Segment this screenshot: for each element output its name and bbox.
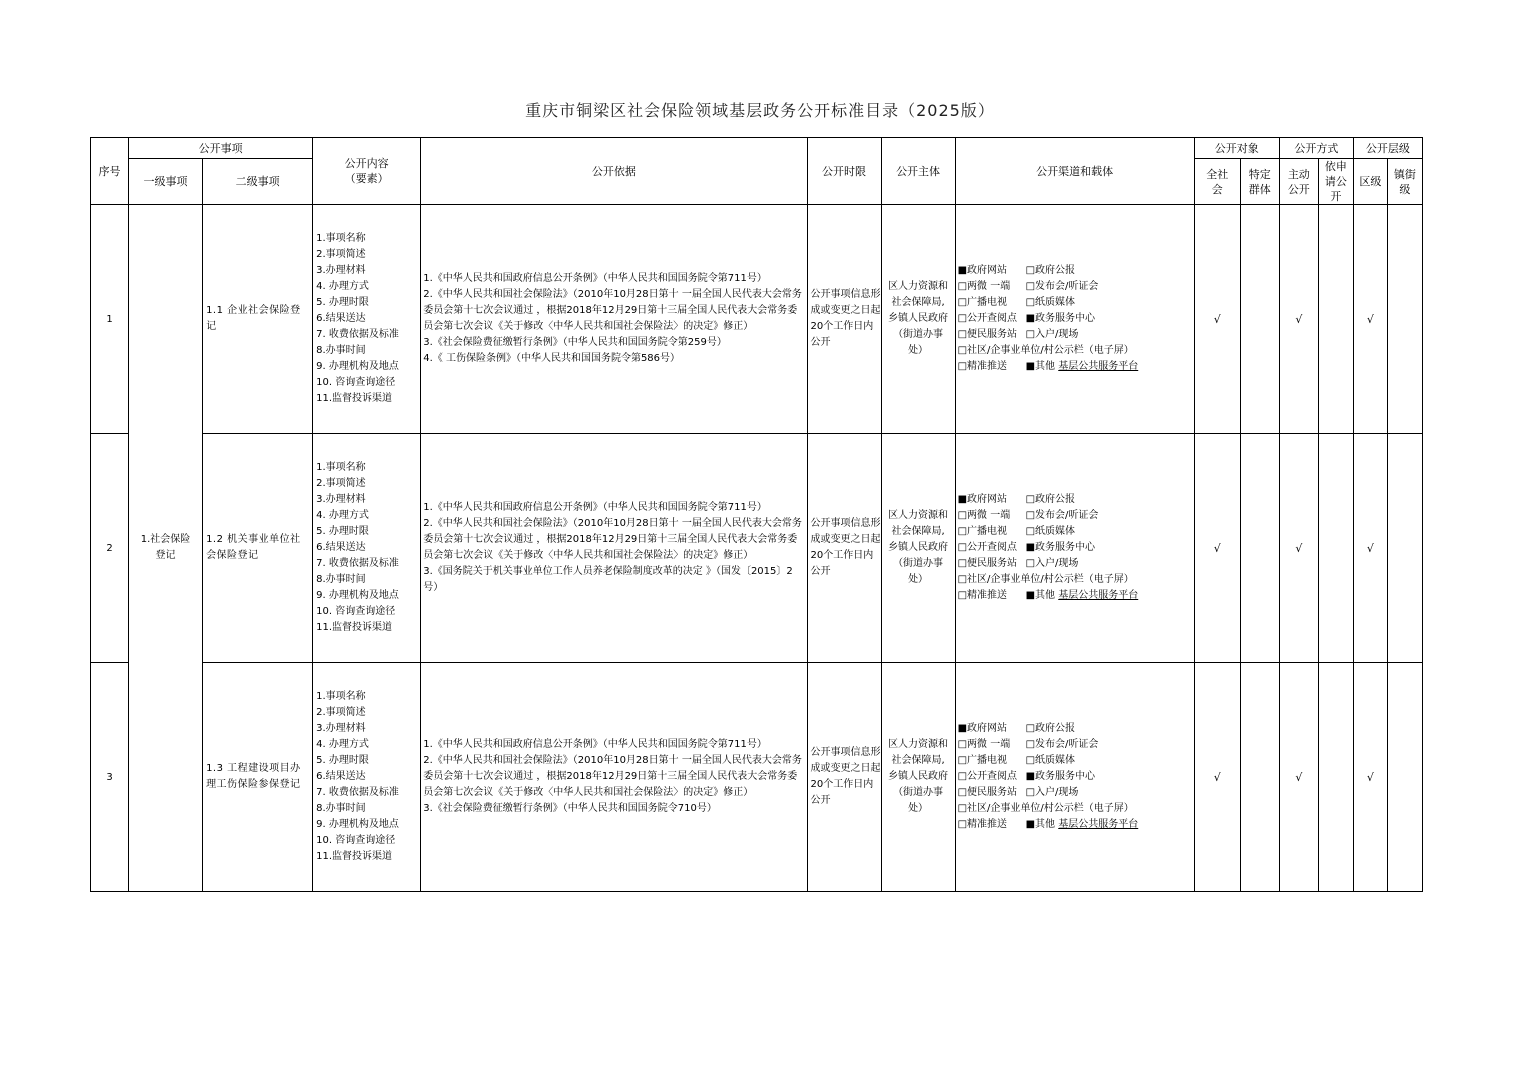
level-district-check: √	[1353, 663, 1387, 892]
channel-item: ■政务服务中心	[1025, 313, 1096, 324]
audience-specific-check	[1240, 663, 1279, 892]
header-level-district: 区级	[1353, 159, 1387, 205]
channel-item: ■政务服务中心	[1025, 771, 1096, 782]
method-request-check	[1318, 205, 1353, 434]
row-channels	[955, 434, 1194, 663]
table-row	[91, 205, 1423, 434]
header-deadline: 公开时限	[807, 138, 881, 205]
row-deadline: 公开事项信息形成或变更之日起20个工作日内公开	[807, 205, 881, 434]
header-basis: 公开依据	[421, 138, 807, 205]
header-level-town: 镇街级	[1387, 159, 1422, 205]
header-audience-all: 全社会	[1194, 159, 1240, 205]
header-method-active: 主动公开	[1279, 159, 1318, 205]
channel-item: □公开查阅点	[957, 771, 1018, 782]
basis-item: 2.《中华人民共和国社会保险法》（2010年10月28日第十 一届全国人民代表大会常务委员会第十七次会议通过 ，根据2018年12月29日第十三届全国人民代表大会常务委员会第七次会议《关于修改〈中华人民共和国社会保险法〉的决定》修正）	[423, 518, 802, 561]
basis-item: 3.《国务院关于机关事业单位工作人员养老保险制度改革的决定 》（国发〔2015〕2号）	[423, 566, 793, 593]
channel-other-value: 基层公共服务平台	[1058, 819, 1139, 830]
channel-item: □入户/现场	[1025, 329, 1079, 340]
row-seq: 2	[91, 434, 129, 663]
row-level2: 1.2 机关事业单位社会保险登记	[203, 434, 313, 663]
header-level2: 二级事项	[203, 159, 313, 205]
method-active-check: √	[1279, 663, 1318, 892]
channel-item: □便民服务站	[957, 787, 1018, 798]
level-town-check	[1387, 205, 1422, 434]
row-deadline: 公开事项信息形成或变更之日起20个工作日内公开	[807, 663, 881, 892]
channel-other-value: 基层公共服务平台	[1058, 590, 1139, 601]
channel-item: ■其他	[1025, 590, 1056, 601]
row-basis	[421, 205, 807, 434]
channel-item: □精准推送	[957, 590, 1008, 601]
audience-all-check: √	[1194, 205, 1240, 434]
channel-item: □纸质媒体	[1025, 526, 1076, 537]
row-subject: 区人力资源和社会保障局, 乡镇人民政府（街道办事处）	[881, 434, 955, 663]
method-active-check: √	[1279, 205, 1318, 434]
channel-item: ■政府网站	[957, 723, 1008, 734]
channel-item: □便民服务站	[957, 558, 1018, 569]
channel-item: □便民服务站	[957, 329, 1018, 340]
table-row	[91, 434, 1423, 663]
level-district-check: √	[1353, 434, 1387, 663]
basis-item: 2.《中华人民共和国社会保险法》（2010年10月28日第十 一届全国人民代表大会常务委员会第十七次会议通过 ，根据2018年12月29日第十三届全国人民代表大会常务委员会第七次会议《关于修改〈中华人民共和国社会保险法〉的决定》修正）	[423, 755, 802, 798]
level1-item	[129, 205, 203, 892]
catalog-table	[90, 137, 1423, 892]
method-request-check	[1318, 663, 1353, 892]
header-seq: 序号	[91, 138, 129, 205]
row-channels	[955, 663, 1194, 892]
row-elements: 1.事项名称 2.事项简述 3.办理材料 4. 办理方式 5. 办理时限 6.结果送达 7. 收费依据及标准 8.办事时间 9. 办理机构及地点 10. 咨询查询途径 11.监督投诉渠道	[313, 434, 421, 663]
channel-item: □公开查阅点	[957, 542, 1018, 553]
channel-item: □广播电视	[957, 297, 1008, 308]
channel-item: □政府公报	[1025, 723, 1076, 734]
level-district-check: √	[1353, 205, 1387, 434]
channel-item: ■政务服务中心	[1025, 542, 1096, 553]
channel-item: □社区/企事业单位/村公示栏（电子屏）	[957, 574, 1134, 585]
method-active-check: √	[1279, 434, 1318, 663]
channel-item: □两微 一端	[957, 739, 1011, 750]
row-seq: 1	[91, 205, 129, 434]
basis-item: 1.《中华人民共和国政府信息公开条例》（中华人民共和国国务院令第711号）	[423, 739, 767, 750]
basis-item: 1.《中华人民共和国政府信息公开条例》（中华人民共和国国务院令第711号）	[423, 502, 767, 513]
header-level1: 一级事项	[129, 159, 203, 205]
audience-specific-check	[1240, 205, 1279, 434]
row-basis	[421, 434, 807, 663]
channel-item: ■其他	[1025, 819, 1056, 830]
channel-item: □广播电视	[957, 526, 1008, 537]
channel-item: □政府公报	[1025, 265, 1076, 276]
header-content: 公开内容（要素）	[313, 138, 421, 205]
header-method-group: 公开方式	[1279, 138, 1353, 159]
level-town-check	[1387, 663, 1422, 892]
channel-item: □社区/企事业单位/村公示栏（电子屏）	[957, 345, 1134, 356]
channel-item: □广播电视	[957, 755, 1008, 766]
basis-item: 3.《社会保险费征缴暂行条例》（中华人民共和国国务院令710号）	[423, 803, 717, 814]
channel-other-value: 基层公共服务平台	[1058, 361, 1139, 372]
basis-item: 4.《 工伤保险条例》（中华人民共和国国务院令第586号）	[423, 353, 681, 364]
row-level2: 1.1 企业社会保险登记	[203, 205, 313, 434]
audience-specific-check	[1240, 434, 1279, 663]
channel-item: □两微 一端	[957, 510, 1011, 521]
basis-item: 3.《社会保险费征缴暂行条例》（中华人民共和国国务院令第259号）	[423, 337, 727, 348]
channel-item: □公开查阅点	[957, 313, 1018, 324]
row-subject: 区人力资源和社会保障局, 乡镇人民政府（街道办事处）	[881, 205, 955, 434]
channel-item: □精准推送	[957, 361, 1008, 372]
header-audience-specific: 特定群体	[1240, 159, 1279, 205]
row-level2: 1.3 工程建设项目办理工伤保险参保登记	[203, 663, 313, 892]
header-channels: 公开渠道和载体	[955, 138, 1194, 205]
method-request-check	[1318, 434, 1353, 663]
header-row-1	[91, 138, 1423, 159]
row-subject: 区人力资源和社会保障局, 乡镇人民政府（街道办事处）	[881, 663, 955, 892]
channel-item: □纸质媒体	[1025, 297, 1076, 308]
row-channels	[955, 205, 1194, 434]
header-subject: 公开主体	[881, 138, 955, 205]
row-deadline: 公开事项信息形成或变更之日起20个工作日内公开	[807, 434, 881, 663]
channel-item: □两微 一端	[957, 281, 1011, 292]
channel-item: □入户/现场	[1025, 787, 1079, 798]
audience-all-check: √	[1194, 663, 1240, 892]
channel-item: □纸质媒体	[1025, 755, 1076, 766]
header-level-group: 公开层级	[1353, 138, 1422, 159]
basis-item: 2.《中华人民共和国社会保险法》（2010年10月28日第十 一届全国人民代表大会常务委员会第十七次会议通过 ，根据2018年12月29日第十三届全国人民代表大会常务委员会第七次会议《关于修改〈中华人民共和国社会保险法〉的决定》修正）	[423, 289, 802, 332]
channel-item: □发布会/听证会	[1025, 510, 1099, 521]
row-elements: 1.事项名称 2.事项简述 3.办理材料 4. 办理方式 5. 办理时限 6.结果送达 7. 收费依据及标准 8.办事时间 9. 办理机构及地点 10. 咨询查询途径 11.监督投诉渠道	[313, 205, 421, 434]
channel-item: □政府公报	[1025, 494, 1076, 505]
header-items-group: 公开事项	[129, 138, 313, 159]
audience-all-check: √	[1194, 434, 1240, 663]
channel-item: □精准推送	[957, 819, 1008, 830]
channel-item: ■政府网站	[957, 265, 1008, 276]
row-basis	[421, 663, 807, 892]
basis-item: 1.《中华人民共和国政府信息公开条例》（中华人民共和国国务院令第711号）	[423, 273, 767, 284]
level1-item-text: 1.社会保险登记	[140, 534, 191, 561]
level-town-check	[1387, 434, 1422, 663]
table-row	[91, 663, 1423, 892]
channel-item: □发布会/听证会	[1025, 281, 1099, 292]
row-seq: 3	[91, 663, 129, 892]
channel-item: ■政府网站	[957, 494, 1008, 505]
channel-item: □社区/企事业单位/村公示栏（电子屏）	[957, 803, 1134, 814]
header-method-request: 依申请公开	[1318, 159, 1353, 205]
row-elements: 1.事项名称 2.事项简述 3.办理材料 4. 办理方式 5. 办理时限 6.结果送达 7. 收费依据及标准 8.办事时间 9. 办理机构及地点 10. 咨询查询途径 11.监督投诉渠道	[313, 663, 421, 892]
header-audience-group: 公开对象	[1194, 138, 1279, 159]
channel-item: ■其他	[1025, 361, 1056, 372]
channel-item: □发布会/听证会	[1025, 739, 1099, 750]
channel-item: □入户/现场	[1025, 558, 1079, 569]
page-title: 重庆市铜梁区社会保险领域基层政务公开标准目录（2025版）	[525, 101, 995, 120]
